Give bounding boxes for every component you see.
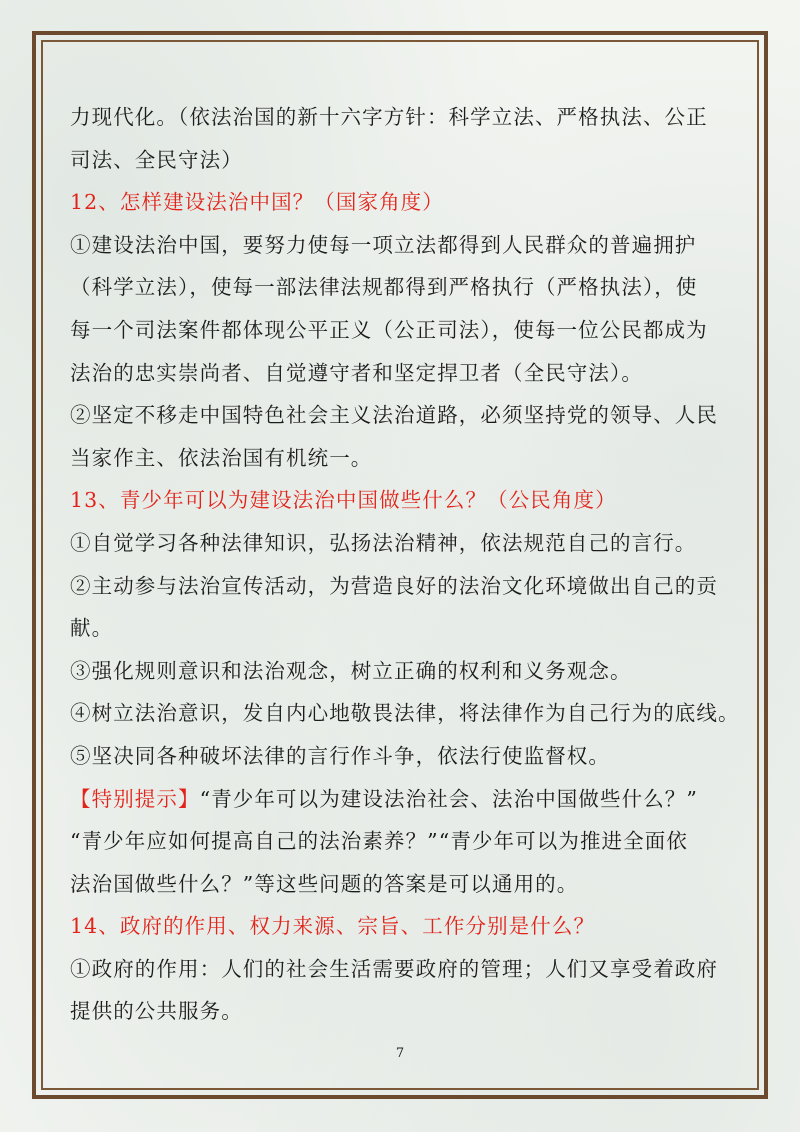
answer-line: ②主动参与法治宣传活动，为营造良好的法治文化环境做出自己的贡: [70, 573, 718, 598]
special-tip-line: 法治国做些什么？”等这些问题的答案是可以通用的。: [70, 871, 579, 896]
document-body: [70, 96, 740, 1033]
answer-line: ③强化规则意识和法治观念，树立正确的权利和义务观念。: [70, 658, 632, 683]
answer-line: 提供的公共服务。: [70, 999, 243, 1024]
answer-line: ②坚定不移走中国特色社会主义法治道路，必须坚持党的领导、人民: [70, 403, 718, 428]
answer-line: 每一个司法案件都体现公平正义（公正司法），使每一位公民都成为: [70, 317, 708, 342]
special-tip: [70, 778, 740, 821]
question-heading-14: 14、政府的作用、权力来源、宗旨、工作分别是什么？: [70, 914, 596, 939]
answer-line: ①自觉学习各种法律知识，弘扬法治精神，依法规范自己的言行。: [70, 530, 697, 555]
answer-line: ⑤坚决同各种破坏法律的言行作斗争，依法行使监督权。: [70, 743, 610, 768]
question-heading-13: 13、青少年可以为建设法治中国做些什么？（公民角度）: [70, 488, 617, 513]
question-heading-12: 12、怎样建设法治中国？（国家角度）: [70, 190, 444, 215]
answer-line: ①政府的作用：人们的社会生活需要政府的管理；人们又享受着政府: [70, 956, 718, 981]
answer-line: 法治的忠实崇尚者、自觉遵守者和坚定捍卫者（全民守法）。: [70, 360, 643, 385]
special-tip-text: “青少年可以为建设法治社会、法治中国做些什么？”: [199, 786, 698, 811]
page-number: 7: [395, 1046, 405, 1061]
answer-line: ④树立法治意识，发自内心地敬畏法律，将法律作为自己行为的底线。: [70, 701, 740, 726]
special-tip-label: 【特别提示】: [70, 786, 200, 811]
special-tip-line: “青少年应如何提高自己的法治素养？”“青少年可以为推进全面依: [70, 829, 688, 854]
body-line: 力现代化。（依法治国的新十六字方针：科学立法、严格执法、公正: [70, 105, 708, 129]
answer-line: ①建设法治中国，要努力使每一项立法都得到人民群众的普遍拥护: [70, 232, 697, 257]
body-line: 司法、全民守法）: [70, 147, 243, 172]
answer-line: （科学立法），使每一部法律法规都得到严格执行（严格执法），使: [70, 275, 698, 300]
answer-line: 献。: [70, 616, 114, 641]
answer-line: 当家作主、依法治国有机统一。: [70, 445, 373, 470]
